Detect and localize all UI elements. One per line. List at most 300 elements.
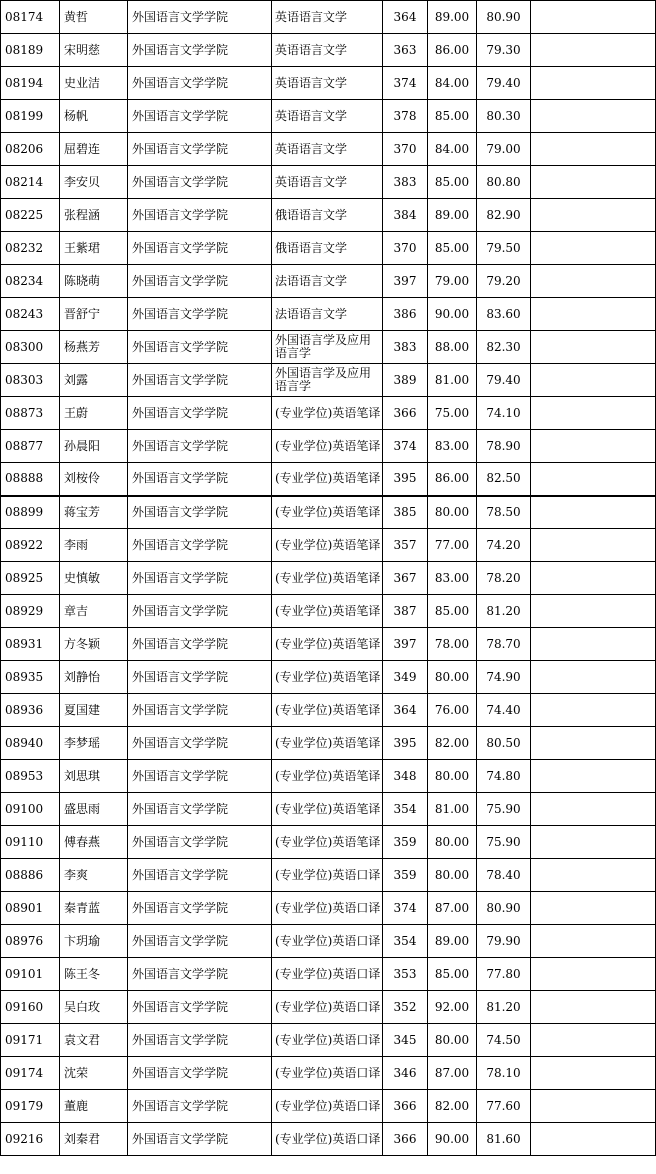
- college-cell: 外国语言文学学院: [128, 298, 272, 331]
- name-cell: 屈碧连: [60, 133, 128, 166]
- retest-score-cell: 81.00: [428, 364, 477, 397]
- initial-score-cell: 353: [383, 958, 428, 991]
- note-cell: [531, 265, 656, 298]
- initial-score-cell: 363: [383, 34, 428, 67]
- major-cell: (专业学位)英语口译: [272, 991, 383, 1024]
- total-score-cell: 79.30: [477, 34, 531, 67]
- total-score-cell: 80.90: [477, 1, 531, 34]
- total-score-cell: 79.40: [477, 364, 531, 397]
- table-row: [1, 760, 656, 793]
- major-cell: (专业学位)英语口译: [272, 892, 383, 925]
- total-score-cell: 80.80: [477, 166, 531, 199]
- table-row: [1, 463, 656, 496]
- exam-id-cell: 08925: [1, 562, 60, 595]
- initial-score-cell: 374: [383, 892, 428, 925]
- name-cell: 董鹿: [60, 1090, 128, 1123]
- table-row: [1, 298, 656, 331]
- note-cell: [531, 331, 656, 364]
- major-cell: 俄语语言文学: [272, 232, 383, 265]
- exam-id-cell: 08303: [1, 364, 60, 397]
- initial-score-cell: 378: [383, 100, 428, 133]
- table-row: [1, 100, 656, 133]
- table-row: [1, 991, 656, 1024]
- note-cell: [531, 67, 656, 100]
- college-cell: 外国语言文学学院: [128, 694, 272, 727]
- name-cell: 刘思琪: [60, 760, 128, 793]
- table-row: [1, 199, 656, 232]
- college-cell: 外国语言文学学院: [128, 1024, 272, 1057]
- table-row: [1, 826, 656, 859]
- note-cell: [531, 1123, 656, 1156]
- exam-id-cell: 09179: [1, 1090, 60, 1123]
- name-cell: 刘桉伶: [60, 463, 128, 496]
- major-cell: (专业学位)英语笔译: [272, 793, 383, 826]
- note-cell: [531, 892, 656, 925]
- note-cell: [531, 925, 656, 958]
- major-cell: 外国语言学及应用语言学: [272, 364, 383, 397]
- initial-score-cell: 385: [383, 496, 428, 529]
- table-row: [1, 694, 656, 727]
- major-cell: 英语语言文学: [272, 67, 383, 100]
- college-cell: 外国语言文学学院: [128, 628, 272, 661]
- note-cell: [531, 166, 656, 199]
- retest-score-cell: 85.00: [428, 958, 477, 991]
- initial-score-cell: 357: [383, 529, 428, 562]
- major-cell: (专业学位)英语笔译: [272, 562, 383, 595]
- name-cell: 杨燕芳: [60, 331, 128, 364]
- initial-score-cell: 354: [383, 793, 428, 826]
- name-cell: 张程涵: [60, 199, 128, 232]
- score-table-body: [1, 1, 656, 1156]
- initial-score-cell: 395: [383, 463, 428, 496]
- exam-id-cell: 08935: [1, 661, 60, 694]
- total-score-cell: 82.30: [477, 331, 531, 364]
- major-cell: 法语语言文学: [272, 265, 383, 298]
- exam-id-cell: 08953: [1, 760, 60, 793]
- retest-score-cell: 80.00: [428, 859, 477, 892]
- note-cell: [531, 595, 656, 628]
- total-score-cell: 78.10: [477, 1057, 531, 1090]
- exam-id-cell: 08922: [1, 529, 60, 562]
- college-cell: 外国语言文学学院: [128, 727, 272, 760]
- initial-score-cell: 367: [383, 562, 428, 595]
- college-cell: 外国语言文学学院: [128, 793, 272, 826]
- exam-id-cell: 08931: [1, 628, 60, 661]
- retest-score-cell: 86.00: [428, 463, 477, 496]
- retest-score-cell: 85.00: [428, 595, 477, 628]
- table-row: [1, 661, 656, 694]
- name-cell: 杨帆: [60, 100, 128, 133]
- name-cell: 陈晓萌: [60, 265, 128, 298]
- major-cell: (专业学位)英语口译: [272, 1024, 383, 1057]
- retest-score-cell: 78.00: [428, 628, 477, 661]
- college-cell: 外国语言文学学院: [128, 496, 272, 529]
- initial-score-cell: 389: [383, 364, 428, 397]
- college-cell: 外国语言文学学院: [128, 892, 272, 925]
- retest-score-cell: 77.00: [428, 529, 477, 562]
- note-cell: [531, 1, 656, 34]
- retest-score-cell: 92.00: [428, 991, 477, 1024]
- retest-score-cell: 89.00: [428, 925, 477, 958]
- college-cell: 外国语言文学学院: [128, 397, 272, 430]
- retest-score-cell: 84.00: [428, 133, 477, 166]
- college-cell: 外国语言文学学院: [128, 661, 272, 694]
- total-score-cell: 81.20: [477, 991, 531, 1024]
- table-row: [1, 166, 656, 199]
- name-cell: 秦青蓝: [60, 892, 128, 925]
- exam-id-cell: 08199: [1, 100, 60, 133]
- college-cell: 外国语言文学学院: [128, 463, 272, 496]
- table-row: [1, 331, 656, 364]
- name-cell: 夏国建: [60, 694, 128, 727]
- table-row: [1, 529, 656, 562]
- retest-score-cell: 87.00: [428, 1057, 477, 1090]
- total-score-cell: 75.90: [477, 826, 531, 859]
- college-cell: 外国语言文学学院: [128, 595, 272, 628]
- college-cell: 外国语言文学学院: [128, 67, 272, 100]
- major-cell: (专业学位)英语笔译: [272, 628, 383, 661]
- table-row: [1, 1123, 656, 1156]
- total-score-cell: 75.90: [477, 793, 531, 826]
- note-cell: [531, 133, 656, 166]
- table-row: [1, 925, 656, 958]
- total-score-cell: 74.90: [477, 661, 531, 694]
- note-cell: [531, 628, 656, 661]
- initial-score-cell: 370: [383, 133, 428, 166]
- retest-score-cell: 87.00: [428, 892, 477, 925]
- initial-score-cell: 383: [383, 166, 428, 199]
- major-cell: (专业学位)英语笔译: [272, 430, 383, 463]
- major-cell: 法语语言文学: [272, 298, 383, 331]
- total-score-cell: 78.50: [477, 496, 531, 529]
- name-cell: 方冬颖: [60, 628, 128, 661]
- exam-id-cell: 08976: [1, 925, 60, 958]
- table-row: [1, 1090, 656, 1123]
- major-cell: 外国语言学及应用语言学: [272, 331, 383, 364]
- retest-score-cell: 81.00: [428, 793, 477, 826]
- total-score-cell: 82.90: [477, 199, 531, 232]
- exam-id-cell: 09100: [1, 793, 60, 826]
- college-cell: 外国语言文学学院: [128, 562, 272, 595]
- note-cell: [531, 958, 656, 991]
- retest-score-cell: 89.00: [428, 199, 477, 232]
- name-cell: 史慎敏: [60, 562, 128, 595]
- total-score-cell: 77.60: [477, 1090, 531, 1123]
- retest-score-cell: 82.00: [428, 1090, 477, 1123]
- total-score-cell: 79.90: [477, 925, 531, 958]
- exam-id-cell: 08940: [1, 727, 60, 760]
- college-cell: 外国语言文学学院: [128, 1123, 272, 1156]
- major-cell: (专业学位)英语口译: [272, 1057, 383, 1090]
- note-cell: [531, 793, 656, 826]
- total-score-cell: 79.50: [477, 232, 531, 265]
- retest-score-cell: 83.00: [428, 562, 477, 595]
- retest-score-cell: 90.00: [428, 298, 477, 331]
- exam-id-cell: 09216: [1, 1123, 60, 1156]
- note-cell: [531, 1057, 656, 1090]
- total-score-cell: 78.70: [477, 628, 531, 661]
- initial-score-cell: 383: [383, 331, 428, 364]
- total-score-cell: 83.60: [477, 298, 531, 331]
- college-cell: 外国语言文学学院: [128, 925, 272, 958]
- total-score-cell: 78.90: [477, 430, 531, 463]
- total-score-cell: 74.10: [477, 397, 531, 430]
- name-cell: 蒋宝芳: [60, 496, 128, 529]
- college-cell: 外国语言文学学院: [128, 1, 272, 34]
- initial-score-cell: 370: [383, 232, 428, 265]
- major-cell: (专业学位)英语笔译: [272, 760, 383, 793]
- major-cell: (专业学位)英语笔译: [272, 595, 383, 628]
- total-score-cell: 74.80: [477, 760, 531, 793]
- note-cell: [531, 760, 656, 793]
- table-row: [1, 34, 656, 67]
- table-row: [1, 892, 656, 925]
- retest-score-cell: 90.00: [428, 1123, 477, 1156]
- retest-score-cell: 76.00: [428, 694, 477, 727]
- table-row: [1, 793, 656, 826]
- total-score-cell: 80.90: [477, 892, 531, 925]
- initial-score-cell: 346: [383, 1057, 428, 1090]
- table-row: [1, 496, 656, 529]
- note-cell: [531, 496, 656, 529]
- note-cell: [531, 1024, 656, 1057]
- total-score-cell: 74.50: [477, 1024, 531, 1057]
- exam-id-cell: 09101: [1, 958, 60, 991]
- major-cell: 英语语言文学: [272, 100, 383, 133]
- major-cell: (专业学位)英语笔译: [272, 496, 383, 529]
- major-cell: (专业学位)英语口译: [272, 925, 383, 958]
- major-cell: (专业学位)英语口译: [272, 958, 383, 991]
- name-cell: 刘静怡: [60, 661, 128, 694]
- table-row: [1, 67, 656, 100]
- major-cell: (专业学位)英语笔译: [272, 727, 383, 760]
- name-cell: 黄哲: [60, 1, 128, 34]
- college-cell: 外国语言文学学院: [128, 991, 272, 1024]
- initial-score-cell: 352: [383, 991, 428, 1024]
- exam-id-cell: 08936: [1, 694, 60, 727]
- college-cell: 外国语言文学学院: [128, 265, 272, 298]
- college-cell: 外国语言文学学院: [128, 1057, 272, 1090]
- exam-id-cell: 08206: [1, 133, 60, 166]
- college-cell: 外国语言文学学院: [128, 232, 272, 265]
- note-cell: [531, 397, 656, 430]
- initial-score-cell: 397: [383, 265, 428, 298]
- exam-id-cell: 08873: [1, 397, 60, 430]
- note-cell: [531, 1090, 656, 1123]
- table-row: [1, 562, 656, 595]
- name-cell: 李安贝: [60, 166, 128, 199]
- retest-score-cell: 75.00: [428, 397, 477, 430]
- retest-score-cell: 80.00: [428, 760, 477, 793]
- exam-id-cell: 08243: [1, 298, 60, 331]
- exam-id-cell: 08214: [1, 166, 60, 199]
- initial-score-cell: 359: [383, 826, 428, 859]
- college-cell: 外国语言文学学院: [128, 331, 272, 364]
- total-score-cell: 78.40: [477, 859, 531, 892]
- college-cell: 外国语言文学学院: [128, 199, 272, 232]
- name-cell: 刘露: [60, 364, 128, 397]
- exam-id-cell: 08194: [1, 67, 60, 100]
- exam-id-cell: 08234: [1, 265, 60, 298]
- college-cell: 外国语言文学学院: [128, 133, 272, 166]
- college-cell: 外国语言文学学院: [128, 1090, 272, 1123]
- note-cell: [531, 463, 656, 496]
- initial-score-cell: 364: [383, 694, 428, 727]
- note-cell: [531, 430, 656, 463]
- retest-score-cell: 82.00: [428, 727, 477, 760]
- note-cell: [531, 661, 656, 694]
- retest-score-cell: 84.00: [428, 67, 477, 100]
- initial-score-cell: 364: [383, 1, 428, 34]
- initial-score-cell: 387: [383, 595, 428, 628]
- initial-score-cell: 366: [383, 397, 428, 430]
- table-row: [1, 232, 656, 265]
- name-cell: 章吉: [60, 595, 128, 628]
- name-cell: 李梦瑶: [60, 727, 128, 760]
- total-score-cell: 81.60: [477, 1123, 531, 1156]
- name-cell: 袁文君: [60, 1024, 128, 1057]
- initial-score-cell: 384: [383, 199, 428, 232]
- major-cell: (专业学位)英语口译: [272, 1090, 383, 1123]
- total-score-cell: 80.50: [477, 727, 531, 760]
- table-row: [1, 1057, 656, 1090]
- note-cell: [531, 991, 656, 1024]
- retest-score-cell: 80.00: [428, 826, 477, 859]
- initial-score-cell: 366: [383, 1123, 428, 1156]
- table-row: [1, 595, 656, 628]
- retest-score-cell: 89.00: [428, 1, 477, 34]
- initial-score-cell: 359: [383, 859, 428, 892]
- exam-id-cell: 08929: [1, 595, 60, 628]
- note-cell: [531, 100, 656, 133]
- total-score-cell: 78.20: [477, 562, 531, 595]
- note-cell: [531, 694, 656, 727]
- exam-id-cell: 08225: [1, 199, 60, 232]
- retest-score-cell: 85.00: [428, 100, 477, 133]
- retest-score-cell: 80.00: [428, 661, 477, 694]
- name-cell: 卞玥瑜: [60, 925, 128, 958]
- exam-id-cell: 08901: [1, 892, 60, 925]
- table-row: [1, 430, 656, 463]
- note-cell: [531, 298, 656, 331]
- table-row: [1, 628, 656, 661]
- name-cell: 李爽: [60, 859, 128, 892]
- exam-id-cell: 08888: [1, 463, 60, 496]
- exam-id-cell: 09110: [1, 826, 60, 859]
- note-cell: [531, 562, 656, 595]
- note-cell: [531, 727, 656, 760]
- name-cell: 沈荣: [60, 1057, 128, 1090]
- retest-score-cell: 80.00: [428, 1024, 477, 1057]
- college-cell: 外国语言文学学院: [128, 826, 272, 859]
- initial-score-cell: 366: [383, 1090, 428, 1123]
- name-cell: 李雨: [60, 529, 128, 562]
- total-score-cell: 77.80: [477, 958, 531, 991]
- note-cell: [531, 529, 656, 562]
- total-score-cell: 79.40: [477, 67, 531, 100]
- name-cell: 盛思雨: [60, 793, 128, 826]
- college-cell: 外国语言文学学院: [128, 34, 272, 67]
- major-cell: (专业学位)英语口译: [272, 859, 383, 892]
- note-cell: [531, 34, 656, 67]
- college-cell: 外国语言文学学院: [128, 529, 272, 562]
- table-row: [1, 958, 656, 991]
- exam-id-cell: 08174: [1, 1, 60, 34]
- major-cell: (专业学位)英语口译: [272, 1123, 383, 1156]
- name-cell: 王紫珺: [60, 232, 128, 265]
- table-row: [1, 727, 656, 760]
- name-cell: 孙晨阳: [60, 430, 128, 463]
- total-score-cell: 81.20: [477, 595, 531, 628]
- initial-score-cell: 348: [383, 760, 428, 793]
- name-cell: 宋明慈: [60, 34, 128, 67]
- initial-score-cell: 386: [383, 298, 428, 331]
- table-row: [1, 1024, 656, 1057]
- total-score-cell: 74.40: [477, 694, 531, 727]
- name-cell: 晋舒宁: [60, 298, 128, 331]
- table-row: [1, 859, 656, 892]
- note-cell: [531, 826, 656, 859]
- total-score-cell: 79.20: [477, 265, 531, 298]
- exam-id-cell: 09171: [1, 1024, 60, 1057]
- name-cell: 吴白玫: [60, 991, 128, 1024]
- major-cell: 英语语言文学: [272, 133, 383, 166]
- retest-score-cell: 86.00: [428, 34, 477, 67]
- major-cell: (专业学位)英语笔译: [272, 661, 383, 694]
- retest-score-cell: 85.00: [428, 166, 477, 199]
- total-score-cell: 80.30: [477, 100, 531, 133]
- table-row: [1, 1, 656, 34]
- college-cell: 外国语言文学学院: [128, 958, 272, 991]
- exam-id-cell: 08300: [1, 331, 60, 364]
- college-cell: 外国语言文学学院: [128, 430, 272, 463]
- college-cell: 外国语言文学学院: [128, 100, 272, 133]
- table-row: [1, 133, 656, 166]
- college-cell: 外国语言文学学院: [128, 364, 272, 397]
- major-cell: 英语语言文学: [272, 166, 383, 199]
- exam-id-cell: 09174: [1, 1057, 60, 1090]
- exam-id-cell: 08899: [1, 496, 60, 529]
- initial-score-cell: 395: [383, 727, 428, 760]
- total-score-cell: 74.20: [477, 529, 531, 562]
- retest-score-cell: 88.00: [428, 331, 477, 364]
- note-cell: [531, 232, 656, 265]
- major-cell: 俄语语言文学: [272, 199, 383, 232]
- initial-score-cell: 349: [383, 661, 428, 694]
- retest-score-cell: 79.00: [428, 265, 477, 298]
- major-cell: (专业学位)英语笔译: [272, 826, 383, 859]
- retest-score-cell: 85.00: [428, 232, 477, 265]
- exam-id-cell: 08232: [1, 232, 60, 265]
- major-cell: (专业学位)英语笔译: [272, 397, 383, 430]
- table-row: [1, 364, 656, 397]
- major-cell: 英语语言文学: [272, 34, 383, 67]
- major-cell: (专业学位)英语笔译: [272, 529, 383, 562]
- college-cell: 外国语言文学学院: [128, 760, 272, 793]
- major-cell: (专业学位)英语笔译: [272, 463, 383, 496]
- table-row: [1, 397, 656, 430]
- note-cell: [531, 859, 656, 892]
- retest-score-cell: 83.00: [428, 430, 477, 463]
- initial-score-cell: 374: [383, 430, 428, 463]
- initial-score-cell: 397: [383, 628, 428, 661]
- name-cell: 王蔚: [60, 397, 128, 430]
- exam-id-cell: 08189: [1, 34, 60, 67]
- retest-score-cell: 80.00: [428, 496, 477, 529]
- initial-score-cell: 345: [383, 1024, 428, 1057]
- major-cell: (专业学位)英语笔译: [272, 694, 383, 727]
- exam-id-cell: 08877: [1, 430, 60, 463]
